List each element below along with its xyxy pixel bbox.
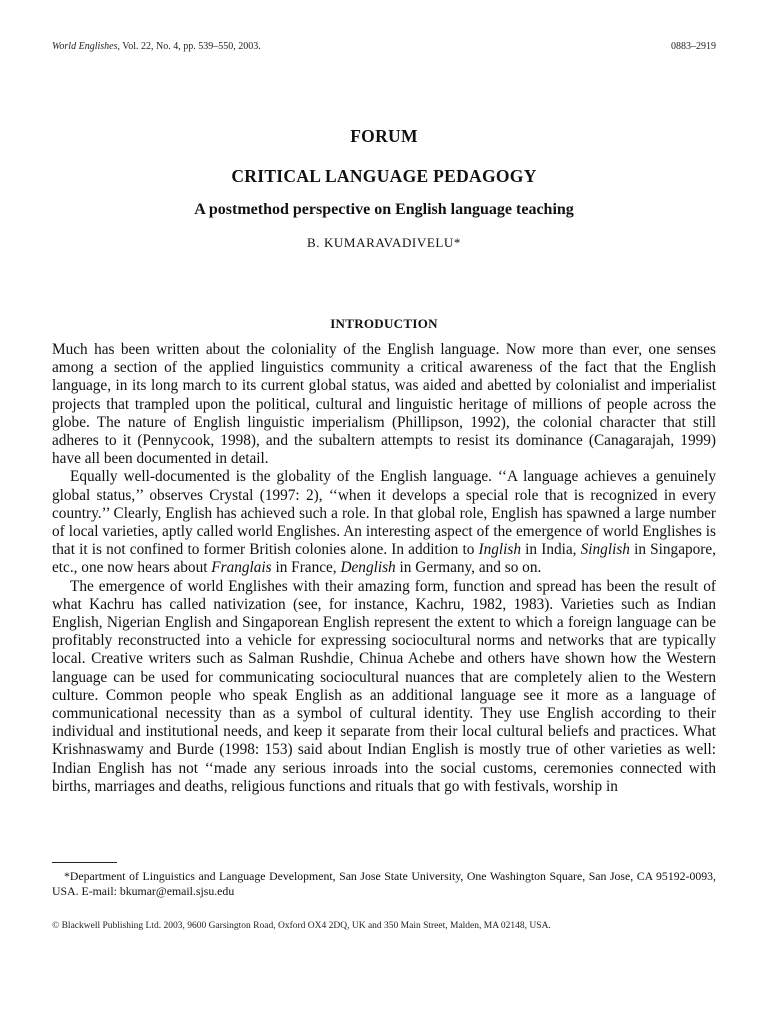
title-block	[0, 126, 768, 251]
paragraph-1: Much has been written about the coloniality of the English language. Now more than ever, one senses among a section of the applied linguistics community a critical awareness of the fact that the English language, in its long march to its current global status, was aided and abetted by colonialist and imperialist projects that trampled upon the political, cultural and linguistic heritage of millions of people across the globe. The nature of English linguistic imperialism (Phillipson, 1992), the colonial character that still adheres to it (Pennycook, 1998), and the subaltern attempts to resist its dominance (Canagarajah, 1999) have all been documented in detail.	[52, 341, 716, 468]
forum-label: FORUM	[350, 126, 418, 146]
term-franglais: Franglais	[211, 559, 272, 577]
article-body	[52, 341, 716, 796]
author-name: B. KUMARAVADIVELU*	[306, 235, 462, 250]
section-heading: INTRODUCTION	[330, 316, 438, 331]
paragraph-3: The emergence of world Englishes with their amazing form, function and spread has been the result of what Kachru has called nativization (see, for instance, Kachru, 1982, 1983). Varieties such as Indian English, Nigerian English and Singaporean English represent the extent to which a foreign language can be profitably reconstructed into a vehicle for expressing sociocultural norms and networks that are typically local. Creative writers such as Salman Rushdie, Chinua Achebe and others have shown how the Western language can be used for communicating sociocultural nuances that are completely alien to the Western culture. Common people who speak English as an additional language see it more as a language of communicational necessity than as a symbol of cultural identity. They use English according to their individual and institutional needs, and keep it separate from their local cultural beliefs and practices. What Krishnaswamy and Burde (1998: 153) said about Indian English is mostly true of other varieties as well: Indian English has not ‘‘made any serious inroads into the social customs, ceremonies connected with births, marriages and deaths, religious functions and rituals that go with festivals, worship in	[52, 577, 716, 795]
footnote-divider	[52, 862, 117, 863]
article-title: CRITICAL LANGUAGE PEDAGOGY	[231, 166, 537, 186]
journal-citation	[52, 41, 261, 52]
article-subtitle: A postmethod perspective on English language teaching	[194, 201, 574, 218]
term-singlish: Singlish	[580, 541, 630, 559]
journal-name: World Englishes	[52, 41, 118, 52]
citation-details: , Vol. 22, No. 4, pp. 539–550, 2003.	[117, 41, 261, 52]
author-footnote	[52, 869, 716, 899]
issn: 0883–2919	[671, 41, 716, 52]
term-denglish: Denglish	[340, 559, 396, 577]
footnote-text: *Department of Linguistics and Language Development, San Jose State University, One Washington Square, San Jose, CA 95192-0093, USA. E-mail: bkumar@email.sjsu.edu	[52, 869, 716, 898]
paragraph-2: Equally well-documented is the globality of the English language. ‘‘A language achieves a genuinely global status,’’ observes Crystal (1997: 2), ‘‘when it develops a special role that is recognized in every country.’’ Clearly, English has achieved such a role. In that global role, English has spawned a large number of local varieties, aptly called world Englishes. An interesting aspect of the emergence of world Englishes is that it is not confined to former British colonies alone. In addition to Inglish in India, Singlish in Singapore, etc., one now hears about Franglais in France, Denglish in Germany, and so on.	[52, 468, 716, 577]
term-inglish: Inglish	[478, 541, 522, 559]
copyright-line: © Blackwell Publishing Ltd. 2003, 9600 Garsington Road, Oxford OX4 2DQ, UK and 350 Main Street, Malden, MA 02148, USA.	[52, 921, 551, 931]
running-header	[52, 41, 716, 52]
